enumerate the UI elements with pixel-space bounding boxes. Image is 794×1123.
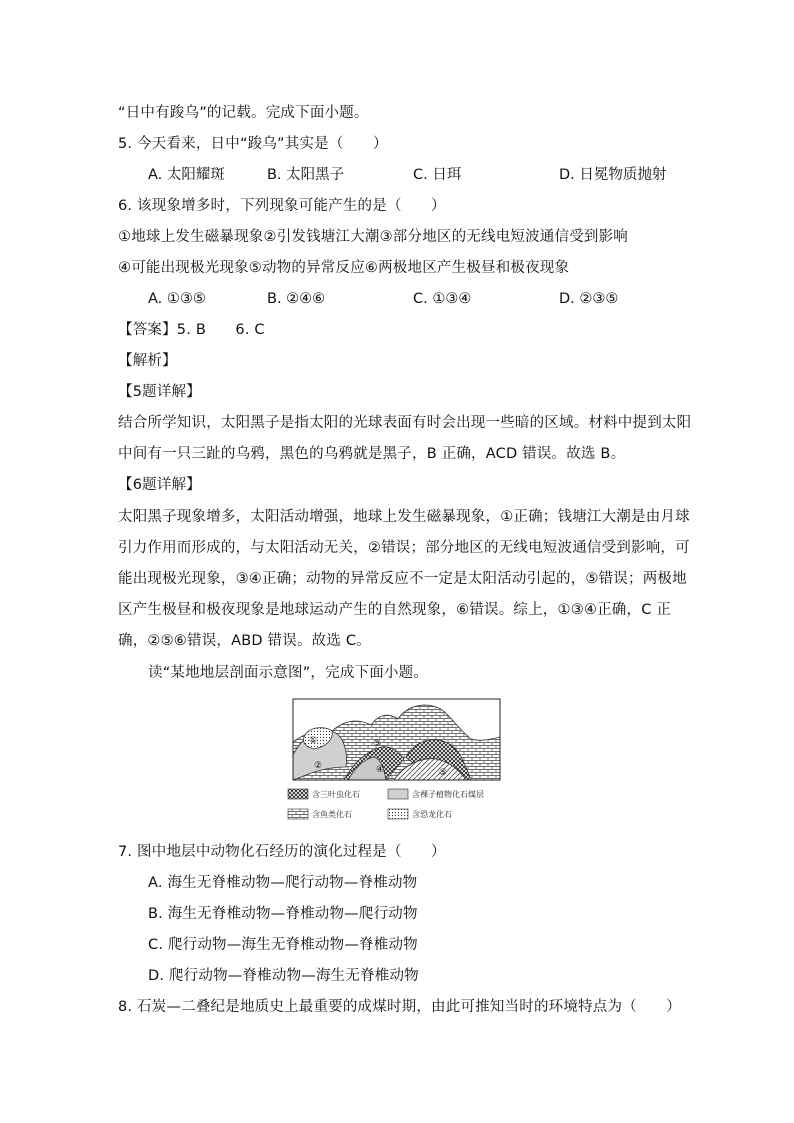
legend-label-trilobite: 含三叶虫化石 (312, 790, 360, 799)
legend-swatch-fish (288, 809, 308, 819)
q7-option-b[interactable]: B. 海生无脊椎动物—脊椎动物—爬行动物 (148, 906, 418, 922)
detail-6-text-2: 引力作用而形成的，与太阳活动无关，②错误；部分地区的无线电短波通信受到影响，可 (118, 540, 690, 556)
q6-option-b[interactable]: B. ②④⑥ (267, 291, 326, 307)
question-6-statements-1: ①地球上发生磁暴现象②引发钱塘江大潮③部分地区的无线电短波通信受到影响 (118, 229, 628, 245)
layer-label-1: ① (309, 736, 318, 746)
legend-swatch-coal (388, 789, 408, 799)
legend (288, 789, 484, 819)
layer-label-2: ② (314, 761, 323, 771)
q5-option-c[interactable]: C. 日珥 (413, 167, 462, 183)
answer-line: 【答案】5. B 6. C (118, 322, 265, 338)
question-7: 7. 图中地层中动物化石经历的演化过程是（ ） (118, 844, 446, 860)
q7-option-a[interactable]: A. 海生无脊椎动物—爬行动物—脊椎动物 (148, 875, 418, 891)
question-6: 6. 该现象增多时，下列现象可能产生的是（ ） (118, 198, 446, 214)
q5-option-a[interactable]: A. 太阳耀斑 (148, 167, 225, 183)
layer-label-5: ⑤ (439, 768, 448, 778)
detail-5-heading: 【5题详解】 (118, 384, 201, 400)
section-box (293, 699, 500, 780)
detail-6-text-5: 确，②⑤⑥错误，ABD 错误。故选 C。 (118, 633, 371, 649)
detail-6-text-1: 太阳黑子现象增多，太阳活动增强，地球上发生磁暴现象，①正确；钱塘江大潮是由月球 (118, 509, 690, 525)
q6-option-d[interactable]: D. ②③⑤ (559, 291, 619, 307)
detail-5-text-1: 结合所学知识，太阳黑子是指太阳的光球表面有时会出现一些暗的区域。材料中提到太阳 (118, 415, 692, 431)
strata-figure (286, 697, 508, 827)
question-8: 8. 石炭—二叠纪是地质史上最重要的成煤时期，由此可推知当时的环境特点为（ ） (118, 999, 681, 1015)
figure-intro: 读“某地地层剖面示意图”，完成下面小题。 (148, 665, 429, 681)
legend-swatch-dinosaur (388, 809, 408, 819)
detail-5-text-2: 中间有一只三趾的乌鸦，黑色的乌鸦就是黑子，B 正确，ACD 错误。故选 B。 (118, 446, 626, 462)
legend-label-fish: 含鱼类化石 (312, 810, 352, 819)
q5-option-d[interactable]: D. 日冕物质抛射 (559, 167, 667, 183)
q6-option-c[interactable]: C. ①③④ (413, 291, 472, 307)
q7-option-d[interactable]: D. 爬行动物—脊椎动物—海生无脊椎动物 (148, 968, 419, 984)
detail-6-text-4: 区产生极昼和极夜现象是地球运动产生的自然现象，⑥错误。综上，①③④正确，C 正 (118, 602, 672, 618)
q7-option-c[interactable]: C. 爬行动物—海生无脊椎动物—脊椎动物 (148, 937, 418, 953)
layer-label-3: ③ (373, 739, 382, 749)
analysis-heading: 【解析】 (118, 353, 177, 369)
legend-swatch-trilobite (288, 789, 308, 799)
q5-option-b[interactable]: B. 太阳黑子 (267, 167, 345, 183)
detail-6-heading: 【6题详解】 (118, 477, 201, 493)
legend-label-coal: 含裸子植物化石煤层 (412, 790, 484, 799)
q6-option-a[interactable]: A. ①③⑤ (148, 291, 206, 307)
question-5: 5. 今天看来，日中“踆乌”其实是（ ） (118, 136, 388, 152)
strata-diagram (286, 697, 508, 827)
layer-label-4: ④ (376, 765, 385, 775)
legend-label-dinosaur: 含恐龙化石 (412, 810, 452, 819)
detail-6-text-3: 能出现极光现象，③④正确；动物的异常反应不一定是太阳活动引起的，⑤错误；两极地 (118, 571, 687, 587)
question-6-statements-2: ④可能出现极光现象⑤动物的异常反应⑥两极地区产生极昼和极夜现象 (118, 260, 570, 276)
intro-text: “日中有踆乌”的记载。完成下面小题。 (118, 105, 369, 121)
